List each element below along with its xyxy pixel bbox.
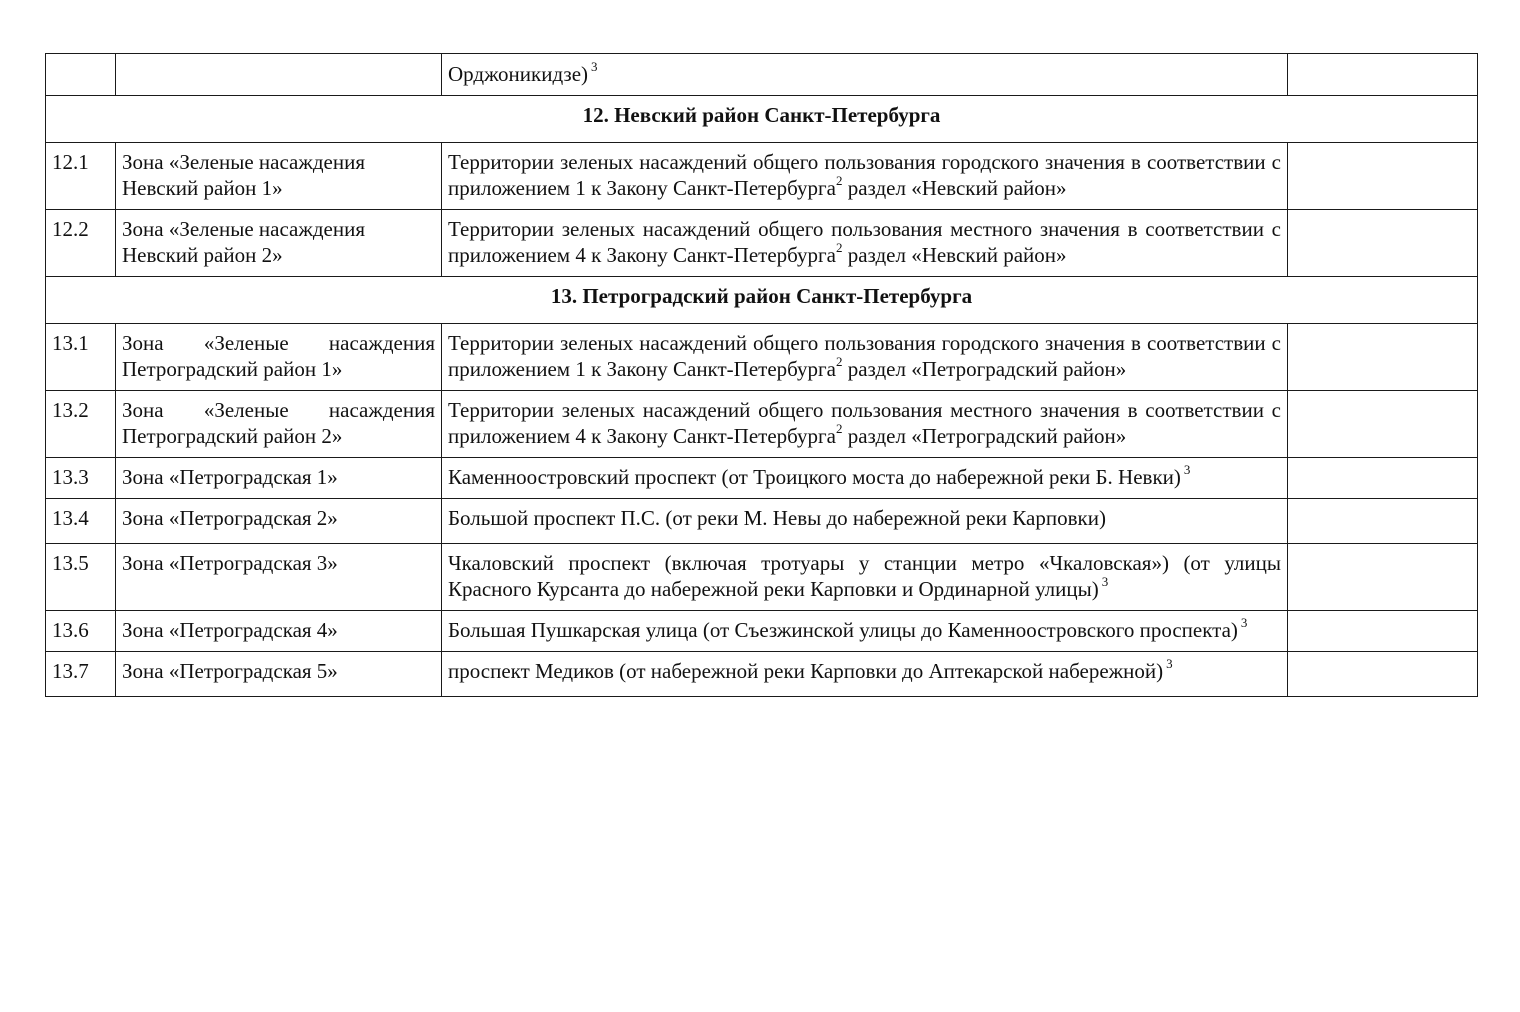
footnote-ref: 3 (1240, 615, 1248, 630)
description-text: Территории зеленых насаждений общего пользования местного значения в соответствии с приложением 4 к Закону Санкт-Петербурга (448, 217, 1281, 267)
description-cell (442, 324, 1288, 391)
description-text-tail: раздел «Невский район» (842, 243, 1067, 267)
table-row (46, 458, 1478, 499)
row-number: 13.5 (46, 544, 116, 611)
description-cell (442, 611, 1288, 652)
description-text-tail: раздел «Невский район» (842, 176, 1067, 200)
zone-name: Зона «Петроградская 1» (116, 458, 442, 499)
zones-table (45, 53, 1478, 697)
extra-cell (1288, 324, 1478, 391)
zone-name: Зона «Зеленые насаждения Невский район 1» (116, 143, 442, 210)
table-row (46, 210, 1478, 277)
extra-cell (1288, 210, 1478, 277)
description-cell (442, 143, 1288, 210)
footnote-ref: 3 (591, 59, 598, 74)
row-number: 13.7 (46, 652, 116, 697)
zone-name: Зона «Зеленые насаждения Петроградский район 2» (116, 391, 442, 458)
description-cell (442, 499, 1288, 544)
description-cell (442, 544, 1288, 611)
zone-name: Зона «Петроградская 5» (116, 652, 442, 697)
description-text: Территории зеленых насаждений общего пользования городского значения в соответствии с приложением 1 к Закону Санкт-Петербурга (448, 331, 1281, 381)
footnote-ref: 3 (1183, 462, 1191, 477)
footnote-ref: 2 (835, 173, 843, 188)
description-text-tail: раздел «Петроградский район» (842, 424, 1127, 448)
description-text: Территории зеленых насаждений общего пользования местного значения в соответствии с приложением 4 к Закону Санкт-Петербурга (448, 398, 1281, 448)
row-number: 13.3 (46, 458, 116, 499)
description-cell (442, 210, 1288, 277)
row-number: 13.4 (46, 499, 116, 544)
description-text-tail: раздел «Петроградский район» (842, 357, 1127, 381)
section-title: 12. Невский район Санкт-Петербурга (46, 96, 1478, 143)
zone-name: Зона «Петроградская 4» (116, 611, 442, 652)
extra-cell (1288, 544, 1478, 611)
row-number: 12.2 (46, 210, 116, 277)
table-row (46, 499, 1478, 544)
row-number: 13.6 (46, 611, 116, 652)
extra-cell (1288, 391, 1478, 458)
document-page (45, 53, 1477, 697)
zone-name: Зона «Зеленые насаждения Невский район 2» (116, 210, 442, 277)
extra-cell (1288, 143, 1478, 210)
extra-cell (1288, 458, 1478, 499)
zone-cell (116, 54, 442, 96)
zone-name: Зона «Петроградская 3» (116, 544, 442, 611)
section-header-row (46, 96, 1478, 143)
extra-cell (1288, 652, 1478, 697)
section-title: 13. Петроградский район Санкт-Петербурга (46, 277, 1478, 324)
description-text: Большая Пушкарская улица (от Съезжинской улицы до Каменноостровского проспекта) (448, 618, 1238, 642)
section-header-row (46, 277, 1478, 324)
continuation-row (46, 54, 1478, 96)
table-row (46, 652, 1478, 697)
description-text: Чкаловский проспект (включая тротуары у станции метро «Чкаловская») (от улицы Красного Курсанта до набережной реки Карповки и Ординарной улицы) (448, 551, 1281, 601)
row-number: 13.1 (46, 324, 116, 391)
footnote-ref: 2 (835, 421, 843, 436)
description-text: проспект Медиков (от набережной реки Карповки до Аптекарской набережной) (448, 659, 1164, 683)
footnote-ref: 3 (1101, 574, 1109, 589)
table-row (46, 611, 1478, 652)
table-row (46, 544, 1478, 611)
table-row (46, 391, 1478, 458)
description-text: Территории зеленых насаждений общего пользования городского значения в соответствии с приложением 1 к Закону Санкт-Петербурга (448, 150, 1281, 200)
table-row (46, 324, 1478, 391)
zones-table-body (46, 54, 1478, 697)
description-cell (442, 652, 1288, 697)
row-number: 13.2 (46, 391, 116, 458)
zone-name: Зона «Зеленые насаждения Петроградский район 1» (116, 324, 442, 391)
description-text: Большой проспект П.С. (от реки М. Невы до набережной реки Карповки) (448, 506, 1106, 530)
extra-cell (1288, 611, 1478, 652)
description-text: Каменноостровский проспект (от Троицкого моста до набережной реки Б. Невки) (448, 465, 1181, 489)
footnote-ref: 2 (835, 240, 843, 255)
footnote-ref: 2 (835, 354, 843, 369)
row-number: 12.1 (46, 143, 116, 210)
zone-name: Зона «Петроградская 2» (116, 499, 442, 544)
num-cell (46, 54, 116, 96)
description-cell (442, 54, 1288, 96)
description-cell (442, 458, 1288, 499)
table-row (46, 143, 1478, 210)
description-text: Орджоникидзе) (448, 62, 589, 86)
description-cell (442, 391, 1288, 458)
extra-cell (1288, 499, 1478, 544)
extra-cell (1288, 54, 1478, 96)
footnote-ref: 3 (1166, 656, 1173, 671)
